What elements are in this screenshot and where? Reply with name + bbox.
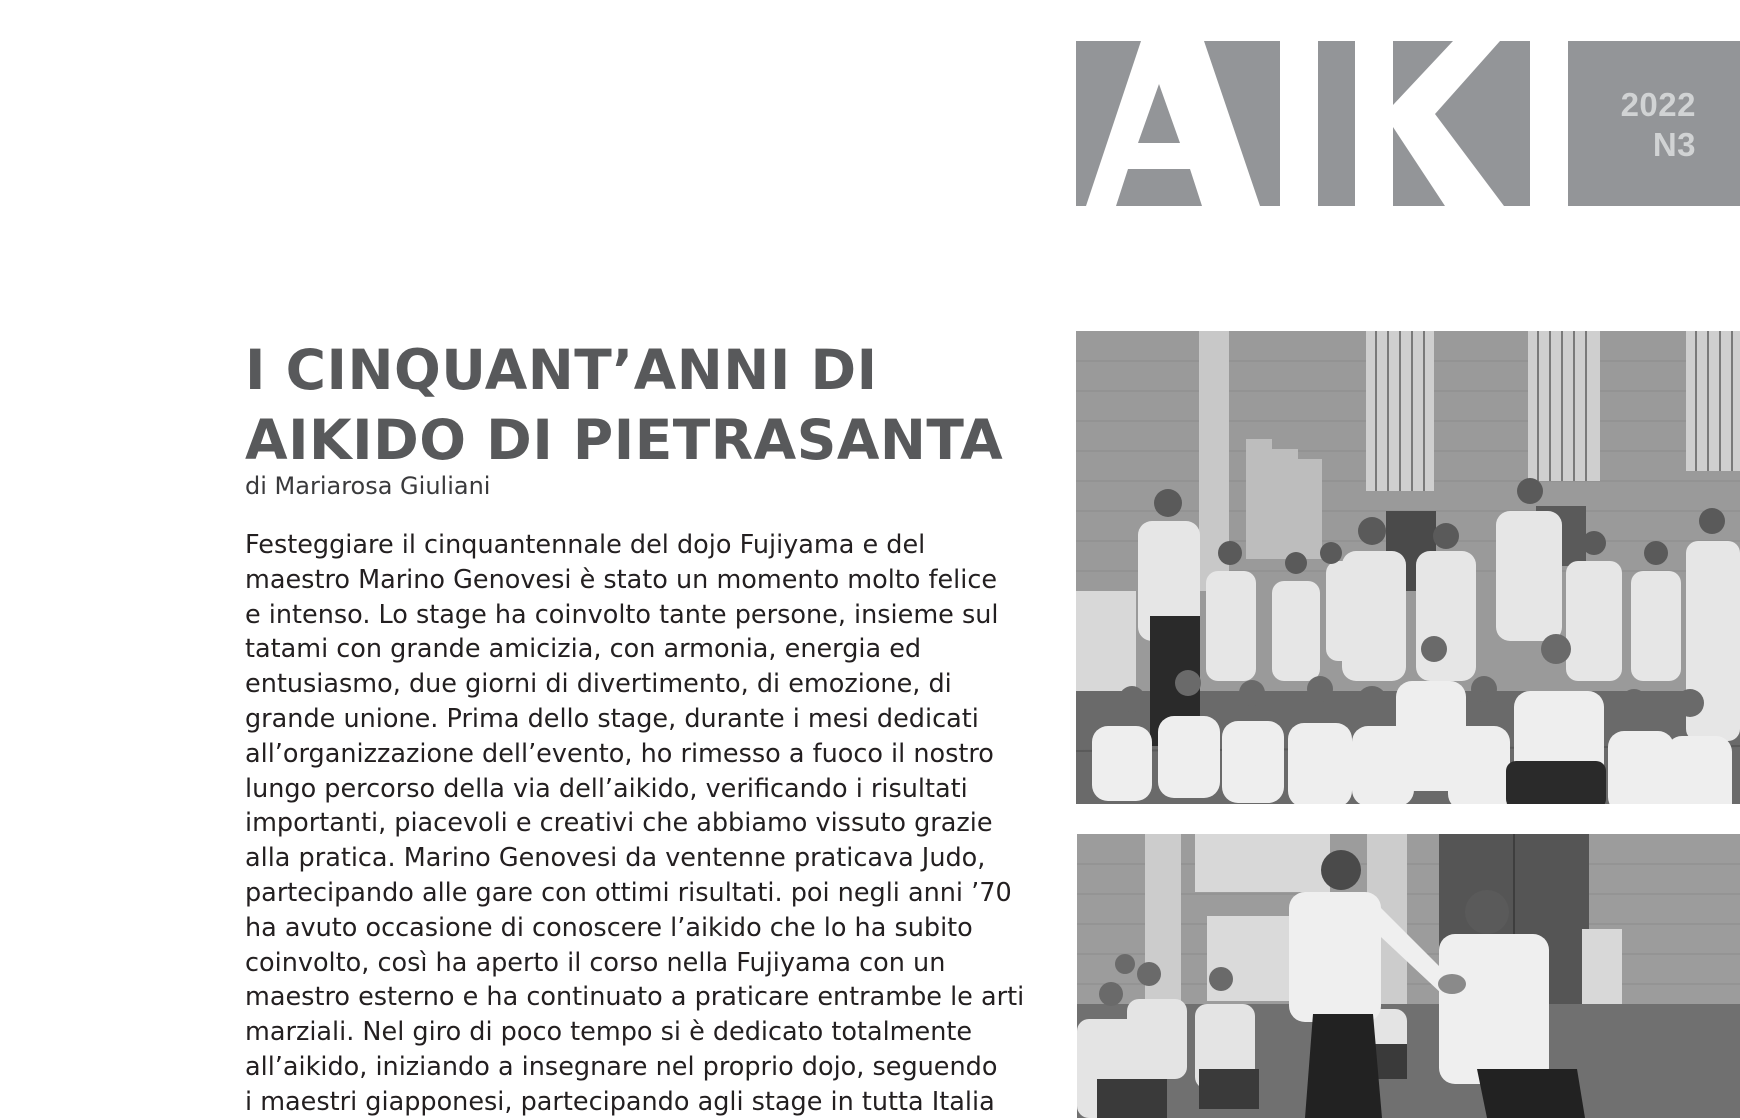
body-line: partecipando alle gare con ottimi risultati. poi negli anni ’70 [245,877,1012,908]
article-title [245,335,1045,475]
masthead-logo [1076,41,1740,206]
issue-block [1568,41,1740,206]
body-line: lungo percorso della via dell’aikido, verificando i risultati [245,773,968,804]
issue-number: N3 [1652,126,1696,163]
body-line: importanti, piacevoli e creativi che abbiamo vissuto grazie [245,808,993,839]
body-line: tatami con grande amicizia, con armonia, energia ed [245,634,922,665]
demonstration-photo [1077,834,1740,1118]
body-line: all’organizzazione dell’evento, ho rimesso a fuoco il nostro [245,738,994,769]
issue-year: 2022 [1620,86,1696,123]
body-line: marziali. Nel giro di poco tempo si è dedicato totalmente [245,1017,973,1048]
body-line: all’aikido, iniziando a insegnare nel proprio dojo, seguendo [245,1051,998,1082]
body-line: Festeggiare il cinquantennale del dojo Fujiyama e del [245,530,926,560]
body-line: e intenso. Lo stage ha coinvolto tante persone, insieme sul [245,599,999,630]
body-line: alla pratica. Marino Genovesi da ventenne praticava Judo, [245,843,986,874]
body-line: grande unione. Prima dello stage, durante i mesi dedicati [245,703,979,734]
article [245,335,1045,1120]
group-photo-image-icon [1076,331,1740,804]
body-line: coinvolto, così ha aperto il corso nella Fujiyama con un [245,947,946,978]
article-byline: di Mariarosa Giuliani [245,472,491,500]
aiki-logo-icon [1076,41,1568,206]
demonstration-photo-image-icon [1077,834,1740,1118]
group-photo [1076,331,1740,804]
body-line: entusiasmo, due giorni di divertimento, di emozione, di [245,669,952,700]
article-body [245,528,1045,1120]
body-line: maestro Marino Genovesi è stato un momento molto felice [245,564,998,595]
article-title-line-1: I CINQUANT’ANNI DI [245,338,878,402]
article-title-line-2: AIKIDO DI PIETRASANTA [245,408,1004,472]
body-line: ha avuto occasione di conoscere l’aikido che lo ha subito [245,912,973,943]
issue-label [1621,85,1696,165]
body-line: maestro esterno e ha continuato a praticare entrambe le arti [245,982,1025,1013]
body-line: i maestri giapponesi, partecipando agli stage in tutta Italia [245,1086,995,1117]
